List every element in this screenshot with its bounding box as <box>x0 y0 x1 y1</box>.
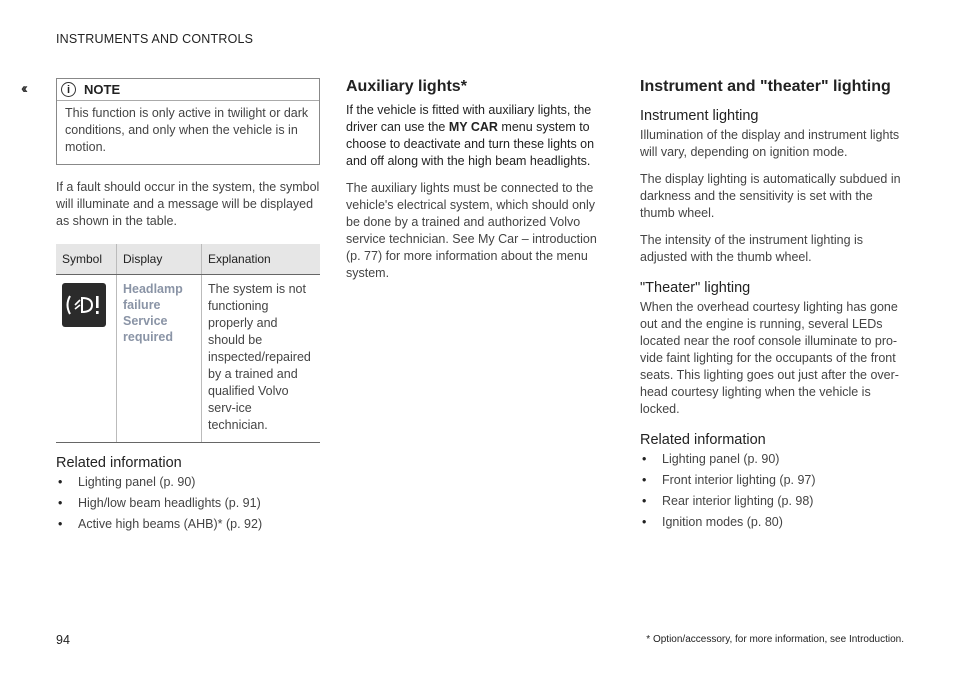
page-header-title: INSTRUMENTS AND CONTROLS <box>56 32 254 46</box>
table-cell-display <box>117 275 202 443</box>
instrument-theater-title: Instrument and "theater" lighting <box>640 78 891 95</box>
table-row <box>56 275 320 443</box>
display-message: Headlamp failure Service required <box>123 282 183 344</box>
related-link-rear-interior[interactable]: • Rear interior lighting (p. 98) <box>640 493 908 510</box>
column-right <box>640 78 908 535</box>
note-header <box>57 79 319 101</box>
related-link-lighting-panel-right[interactable]: • Lighting panel (p. 90) <box>640 451 908 468</box>
note-box <box>56 78 320 165</box>
related-list-left <box>56 474 320 533</box>
related-link-ignition-modes[interactable]: • Ignition modes (p. 80) <box>640 514 908 531</box>
table-header-symbol: Symbol <box>56 244 117 275</box>
symbol-table <box>56 244 320 443</box>
table-cell-explanation: The system is not functioning properly and should be inspected/repaired by a trained and qualified Volvo serv-ice technician. <box>202 275 321 443</box>
instrument-para-2: The display lighting is automatically subdued in darkness and the sensitivity is set with the thumb wheel. <box>640 172 901 220</box>
instrument-lighting-title: Instrument lighting <box>640 108 759 124</box>
related-link-active-high-beams[interactable]: • Active high beams (AHB)* (p. 92) <box>56 516 320 533</box>
instrument-para-1: Illumination of the display and instrument lights will vary, depending on ignition mode. <box>640 128 900 159</box>
instrument-para-3: The intensity of the instrument lighting is adjusted with the thumb wheel. <box>640 233 864 264</box>
related-link-lighting-panel[interactable]: • Lighting panel (p. 90) <box>56 474 320 491</box>
column-left <box>56 78 320 537</box>
auxiliary-lights-intro <box>346 102 608 170</box>
auxiliary-lights-title: Auxiliary lights* <box>346 78 467 95</box>
related-info-title-left: Related information <box>56 455 182 471</box>
table-header-row <box>56 244 320 275</box>
auxiliary-lights-text: The auxiliary lights must be connected to the vehicle's electrical system, which should only be done by a trained and authorized Volvo service technician. See My Car – introduction (p. 77) for more information about the menu system. <box>346 181 597 280</box>
intro-text-start: If the vehicle is fitted with auxiliary lights, the driver can use the <box>346 103 592 134</box>
table-header-explanation: Explanation <box>202 244 321 275</box>
footer-footnote: * Option/accessory, for more information, see Introduction. <box>646 634 904 645</box>
related-info-title-right: Related information <box>640 432 766 448</box>
info-icon: i <box>61 82 76 97</box>
column-middle <box>346 78 608 292</box>
note-title: NOTE <box>84 82 121 97</box>
related-link-front-interior[interactable]: • Front interior lighting (p. 97) <box>640 472 908 489</box>
continuation-marker-icon: ‹‹ <box>21 80 25 97</box>
theater-lighting-text: When the overhead courtesy lighting has gone out and the engine is running, several LEDs located near the roof console illuminate to pro-vide faint lighting for the occupants of the front seats. This lighting goes out just after the over-head courtesy lighting when the vehicle is locked. <box>640 300 899 416</box>
note-text: This function is only active in twilight or dark conditions, and only when the vehicle is in motion. <box>65 106 309 154</box>
page-number: 94 <box>56 633 70 647</box>
related-list-right <box>640 451 908 531</box>
fault-intro-text: If a fault should occur in the system, the symbol will illuminate and a message will be displayed as shown in the table. <box>56 180 320 228</box>
related-link-high-low-beam[interactable]: • High/low beam headlights (p. 91) <box>56 495 320 512</box>
headlamp-failure-warning-icon <box>62 283 106 327</box>
table-cell-symbol <box>56 275 117 443</box>
my-car-menu-label: MY CAR <box>448 120 498 134</box>
table-header-display: Display <box>117 244 202 275</box>
theater-lighting-title: "Theater" lighting <box>640 280 751 296</box>
intro-text-end: menu system to choose to deactivate and turn these lights on and off along with the high beam headlights. <box>346 120 595 168</box>
